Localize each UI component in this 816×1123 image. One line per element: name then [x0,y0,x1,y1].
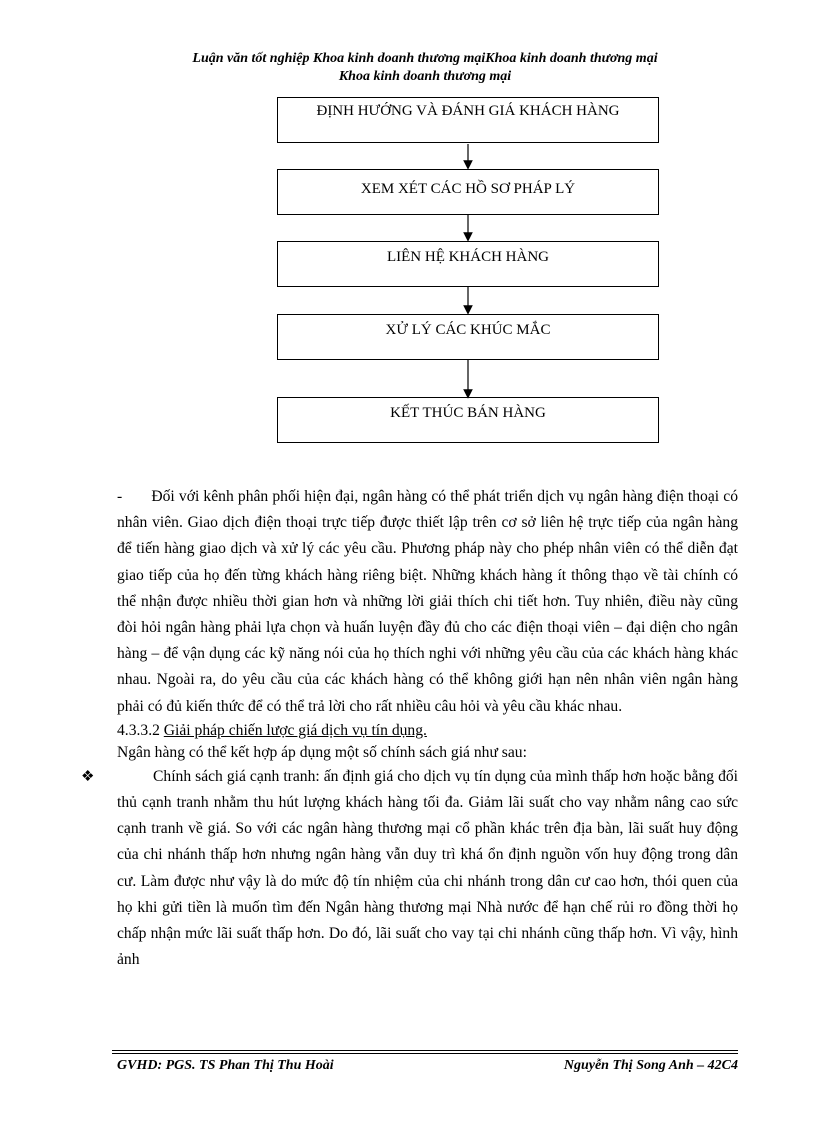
footer-divider-2 [112,1053,738,1054]
body-text [81,484,738,973]
flow-step-2-label: XEM XÉT CÁC HỒ SƠ PHÁP LÝ [360,181,576,197]
paragraph-intro: Ngân hàng có thể kết hợp áp dụng một số chính sách giá như sau: [117,743,527,761]
flow-step-4-label: XỬ LÝ CÁC KHÚC MẮC [385,322,551,338]
footer-supervisor: GVHD: PGS. TS Phan Thị Thu Hoài [117,1058,334,1073]
flow-step-5 [277,397,659,443]
flow-step-5-label: KẾT THÚC BÁN HÀNG [390,405,546,421]
flow-step-1-label: ĐỊNH HƯỚNG VÀ ĐÁNH GIÁ KHÁCH HÀNG [316,103,620,119]
flow-step-4 [277,314,659,360]
flow-step-1 [277,97,659,143]
section-title: Giải pháp chiến lược giá dịch vụ tín dụng. [163,721,427,739]
flow-step-3-label: LIÊN HỆ KHÁCH HÀNG [386,249,550,265]
section-number: 4.3.3.2 [117,721,160,739]
flow-step-3 [277,241,659,287]
paragraph-phone-banking: - Đối với kênh phân phối hiện đại, ngân hàng có thể phát triển dịch vụ ngân hàng điện thoại có nhân viên. Giao dịch điện thoại trực tiếp được thiết lập trên cơ sở liên hệ trực tiếp của ngân hàng để tiến hàng giao dịch và xử lý các yêu cầu. Phương pháp này cho phép nhân viên có thể diễn đạt giao tiếp của họ đến từng khách hàng riêng biệt. Những khách hàng ít thông thạo về tài chính có thể nhận được nhiều thời gian hơn và những lời giải thích chi tiết hơn. Tuy nhiên, điều này cũng đòi hỏi ngân hàng phải lựa chọn và huấn luyện đầy đủ cho các điện thoại viên – đại diện cho ngân hàng – để vận dụng các kỹ năng nói của họ thích nghi với những yêu cầu của các khách hàng khác nhau. Ngoài ra, do yêu cầu của các khách hàng có thể không giới hạn nên nhân viên ngân hàng phải có đủ kiến thức để có thể trả lời cho rất nhiều câu hỏi và yêu cầu khác nhau. [117,488,738,715]
bullet-item-pricing [81,764,738,974]
flow-step-2 [277,169,659,215]
header-line-1: Luận văn tốt nghiệp Khoa kinh doanh thương mạiKhoa kinh doanh thương mại [192,51,658,66]
diamond-bullet-icon: ❖ [81,768,95,785]
footer-divider [112,1050,738,1051]
footer-author: Nguyễn Thị Song Anh – 42C4 [563,1058,738,1073]
bullet-item-text: Chính sách giá cạnh tranh: ấn định giá cho dịch vụ tín dụng của mình thấp hơn hoặc bằng đối thủ cạnh tranh nhằm thu hút lượng khách hàng tối đa. Giảm lãi suất cho vay nhằm nâng cao sức cạnh tranh về giá. So với các ngân hàng thương mại cổ phần khác trên địa bàn, lãi suất huy động của chi nhánh thấp hơn nhưng ngân hàng vẫn duy trì khá ổn định nguồn vốn huy động trong dân cư. Làm được như vậy là do mức độ tín nhiệm của chi nhánh trong dân cư cao hơn, thói quen của họ khi gửi tiền là muốn tìm đến Ngân hàng thương mại Nhà nước để hạn chế rủi ro đồng thời họ chấp nhận mức lãi suất thấp hơn. Do đó, lãi suất cho vay tại chi nhánh cũng thấp hơn. Vì vậy, hình ảnh [117,767,738,969]
header-line-2: Khoa kinh doanh thương mại [338,69,512,84]
section-heading [117,720,738,742]
